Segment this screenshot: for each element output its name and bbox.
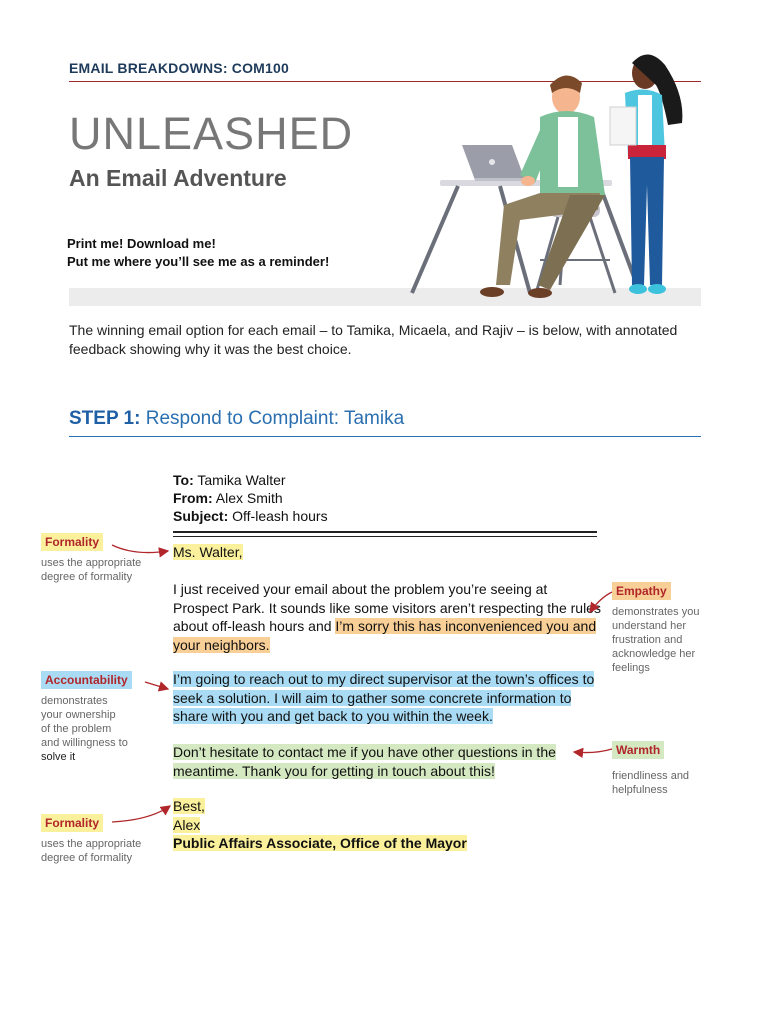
email-subject-value: Off-leash hours bbox=[232, 508, 328, 524]
email-signature bbox=[173, 797, 603, 853]
empathy-note-line-2: understand her bbox=[612, 620, 686, 632]
formality-note-line-2: degree of formality bbox=[41, 571, 133, 583]
email-from-label: From: bbox=[173, 490, 213, 506]
email-to-value: Tamika Walter bbox=[197, 472, 286, 488]
email-subject-row bbox=[173, 507, 328, 525]
annotation-warmth bbox=[612, 741, 689, 797]
formality-tag: Formality bbox=[41, 533, 103, 551]
email-to-row bbox=[173, 471, 328, 489]
email-subject-label: Subject: bbox=[173, 508, 229, 524]
accountability-note-line-5: solve it bbox=[41, 751, 76, 763]
office-workers-illustration bbox=[400, 45, 700, 305]
warmth-highlight: Don’t hesitate to contact me if you have other questions in the meantime. Thank you for getting in touch about this! bbox=[173, 744, 556, 779]
email-paragraph-3 bbox=[173, 743, 603, 780]
accountability-note-line-4: and willingness to bbox=[41, 737, 128, 749]
email-paragraph-1 bbox=[173, 580, 603, 654]
signoff-highlight: Best, bbox=[173, 798, 205, 814]
email-greeting bbox=[173, 543, 603, 562]
annotation-formality-bottom bbox=[41, 814, 141, 865]
accountability-note-line-3: of the problem bbox=[41, 723, 112, 735]
document-kicker: EMAIL BREAKDOWNS: COM100 bbox=[69, 60, 290, 76]
accountability-highlight: I’m going to reach out to my direct supervisor at the town’s offices to seek a solution. I will aim to gather some concrete information to share with you and get back to you within the week. bbox=[173, 671, 595, 724]
empathy-note-line-5: feelings bbox=[612, 662, 650, 674]
document-title: UNLEASHED bbox=[69, 108, 354, 159]
empathy-note-line-1: demonstrates you bbox=[612, 606, 700, 618]
warmth-tag: Warmth bbox=[612, 741, 664, 759]
annotation-accountability bbox=[41, 671, 132, 764]
accountability-note-line-1: demonstrates bbox=[41, 695, 108, 707]
document-subtitle: An Email Adventure bbox=[69, 165, 287, 191]
empathy-highlight: I’m sorry this has inconvenienced you and your neighbors. bbox=[173, 618, 597, 653]
email-to-label: To: bbox=[173, 472, 194, 488]
empathy-note-line-4: acknowledge her bbox=[612, 648, 696, 660]
email-from-row bbox=[173, 489, 328, 507]
step-title: Respond to Complaint: Tamika bbox=[145, 408, 405, 429]
formality-note-line-1: uses the appropriate bbox=[41, 838, 142, 850]
empathy-tag: Empathy bbox=[612, 582, 671, 600]
print-reminder bbox=[67, 235, 329, 271]
step-label: STEP 1: bbox=[69, 408, 141, 429]
intro-paragraph: The winning email option for each email – to Tamika, Micaela, and Rajiv – is below, with annotated feedback showing why it was the best choice. bbox=[69, 322, 678, 357]
accountability-arrow bbox=[145, 682, 168, 689]
greeting-highlight: Ms. Walter, bbox=[173, 544, 243, 560]
email-paragraph-2 bbox=[173, 670, 603, 726]
warmth-note-line-2: helpfulness bbox=[612, 784, 668, 796]
empathy-note-line-3: frustration and bbox=[612, 634, 683, 646]
warmth-note-line-1: friendliness and bbox=[612, 770, 690, 782]
accountability-tag: Accountability bbox=[41, 671, 132, 689]
accountability-note-line-2: your ownership bbox=[41, 709, 116, 721]
email-header bbox=[173, 471, 328, 525]
formality-note-line-1: uses the appropriate bbox=[41, 557, 142, 569]
email-header-rule-top bbox=[173, 531, 597, 533]
print-reminder-line-2: Put me where you’ll see me as a reminder! bbox=[67, 254, 330, 269]
email-from-value: Alex Smith bbox=[215, 490, 283, 506]
print-reminder-line-1: Print me! Download me! bbox=[67, 236, 216, 251]
step-divider bbox=[69, 436, 701, 437]
email-header-rule-bottom bbox=[173, 536, 597, 537]
signature-title: Public Affairs Associate, Office of the Mayor bbox=[173, 835, 467, 851]
formality-tag: Formality bbox=[41, 814, 103, 832]
signature-name: Alex bbox=[173, 816, 201, 833]
step-heading bbox=[69, 408, 404, 430]
annotation-empathy bbox=[612, 582, 699, 675]
paragraph-1-text: I just received your email about the problem you’re seeing at Prospect Park. It sounds like some visitors aren’t respecting the rules about off-leash hours and bbox=[173, 581, 601, 634]
annotation-formality-top bbox=[41, 533, 141, 584]
formality-note-line-2: degree of formality bbox=[41, 852, 133, 864]
